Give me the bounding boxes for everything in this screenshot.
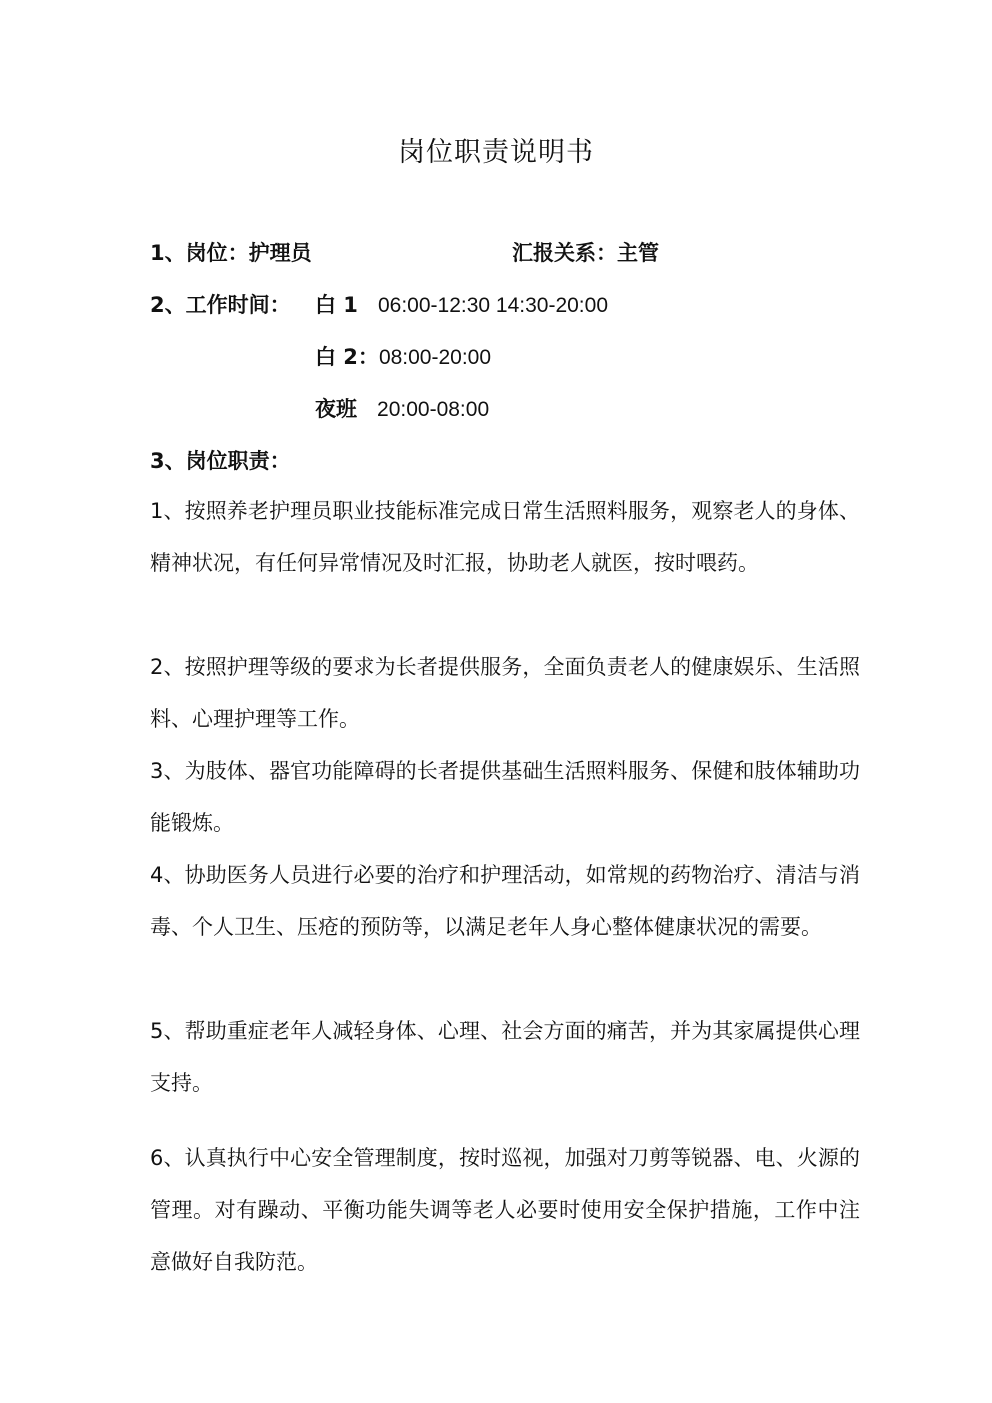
- shift-name: 白 1: [315, 293, 358, 317]
- report-value: 主管: [617, 241, 659, 265]
- shift-row: [315, 341, 491, 371]
- shift-name: 夜班: [315, 397, 357, 421]
- duty-item: 1、按照养老护理员职业技能标准完成日常生活照料服务，观察老人的身体、精神状况，有任何异常情况及时汇报，协助老人就医，按时喂药。: [150, 499, 860, 575]
- shift-time: 06:00-12:30 14:30-20:00: [377, 294, 608, 317]
- shift-row: [315, 289, 608, 319]
- shift-time: 20:00-08:00: [377, 398, 490, 421]
- duty-item: 2、按照护理等级的要求为长者提供服务，全面负责老人的健康娱乐、生活照料、心理护理等工作。: [150, 655, 860, 731]
- duty-item: 4、协助医务人员进行必要的治疗和护理活动，如常规的药物治疗、清洁与消毒、个人卫生、压疮的预防等，以满足老年人身心整体健康状况的需要。: [150, 863, 860, 939]
- post-value: 护理员: [248, 241, 312, 265]
- shift-row: [315, 393, 489, 423]
- shift-time: 08:00-20:00: [378, 346, 492, 369]
- work-time-label: 2、工作时间：: [150, 293, 291, 317]
- duties-heading: 3、岗位职责：: [150, 449, 291, 473]
- post-line: [150, 237, 312, 267]
- report-line: [512, 237, 659, 267]
- duty-item: 3、为肢体、器官功能障碍的长者提供基础生活照料服务、保健和肢体辅助功能锻炼。: [150, 759, 860, 835]
- shift-name: 白 2：: [315, 345, 379, 369]
- duty-item: 5、帮助重症老年人减轻身体、心理、社会方面的痛苦，并为其家属提供心理支持。: [150, 1019, 860, 1095]
- post-label: 1、岗位：: [150, 241, 249, 265]
- document-title: 岗位职责说明书: [398, 137, 594, 168]
- duty-item: 6、认真执行中心安全管理制度，按时巡视，加强对刀剪等锐器、电、火源的管理。对有躁动、平衡功能失调等老人必要时使用安全保护措施，工作中注意做好自我防范。: [150, 1146, 860, 1274]
- report-label: 汇报关系：: [512, 241, 617, 265]
